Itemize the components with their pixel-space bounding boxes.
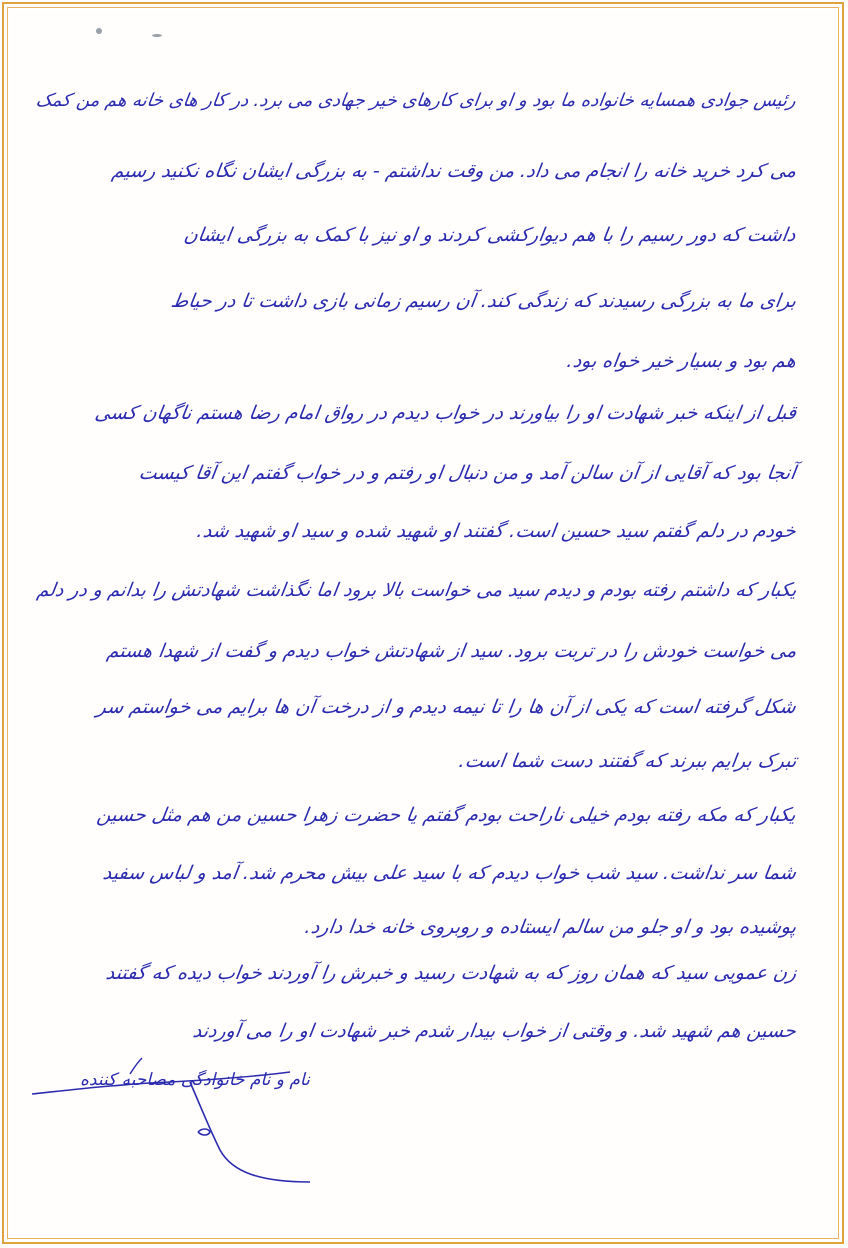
letter-line-5: هم بود و بسیار خیر خواه بود. [565, 350, 798, 372]
letter-line-8: خودم در دلم گفتم سید حسین است. گفتند او شهید شده و سید او شهید شد. [195, 520, 798, 542]
handwritten-letter-page [10, 10, 836, 1236]
letter-line-14: شما سر نداشت. سید شب خواب دیدم که با سید علی بیش محرم شد. آمد و لباس سفید [101, 862, 798, 884]
letter-line-17: حسین هم شهید شد. و وقتی از خواب بیدار شدم خبر شهادت او را می آوردند [191, 1020, 798, 1042]
letter-line-6: قبل از اینکه خبر شهادت او را بیاورند در خواب دیدم در رواق امام رضا هستم ناگهان کسی [93, 402, 798, 424]
letter-line-3: داشت که دور رسیم را با هم دیوارکشی کردند و او نیز با کمک به بزرگی ایشان [182, 224, 798, 246]
signature-caption: نام و نام خانوادگی مصاحبه کننده [80, 1070, 310, 1090]
letter-line-12: تبرک برایم ببرند که گفتند دست شما است. [456, 750, 798, 772]
letter-line-13: یکبار که مکه رفته بودم خیلی ناراحت بودم گفتم یا حضرت زهرا حسین من هم مثل حسین [95, 804, 798, 826]
handwritten-signature [10, 10, 836, 1236]
letter-line-2: می کرد خرید خانه را انجام می داد. من وقت نداشتم - به بزرگی ایشان نگاه نکنید رسیم [110, 160, 798, 182]
letter-line-4: برای ما به بزرگی رسیدند که زندگی کند. آن رسیم زمانی بازی داشت تا در حیاط [169, 290, 798, 312]
letter-line-10: می خواست خودش را در تربت برود. سید از شهادتش خواب دیدم و گفت از شهدا هستم [104, 640, 798, 662]
letter-line-15: پوشیده بود و او جلو من سالم ایستاده و روبروی خانه خدا دارد. [303, 916, 798, 938]
letter-line-9: یکبار که داشتم رفته بودم و دیدم سید می خواست بالا برود اما نگذاشت شهادتش را بدانم و در دلم [35, 580, 798, 601]
letter-line-11: شکل گرفته است که یکی از آن ها را تا نیمه دیدم و از درخت آن ها برایم می خواستم سر [95, 696, 798, 718]
letter-line-1: رئیس جوادی همسایه خانواده ما بود و او برای کارهای خیر جهادی می برد. در کار های خانه هم من کمک [34, 90, 798, 111]
letter-line-16: زن عمویی سید که همان روز که به شهادت رسید و خبرش را آوردند خواب دیده که گفتند [104, 962, 798, 984]
letter-line-7: آنجا بود که آقایی از آن سالن آمد و من دنبال او رفتم و در خواب گفتم این آقا کیست [137, 462, 798, 484]
